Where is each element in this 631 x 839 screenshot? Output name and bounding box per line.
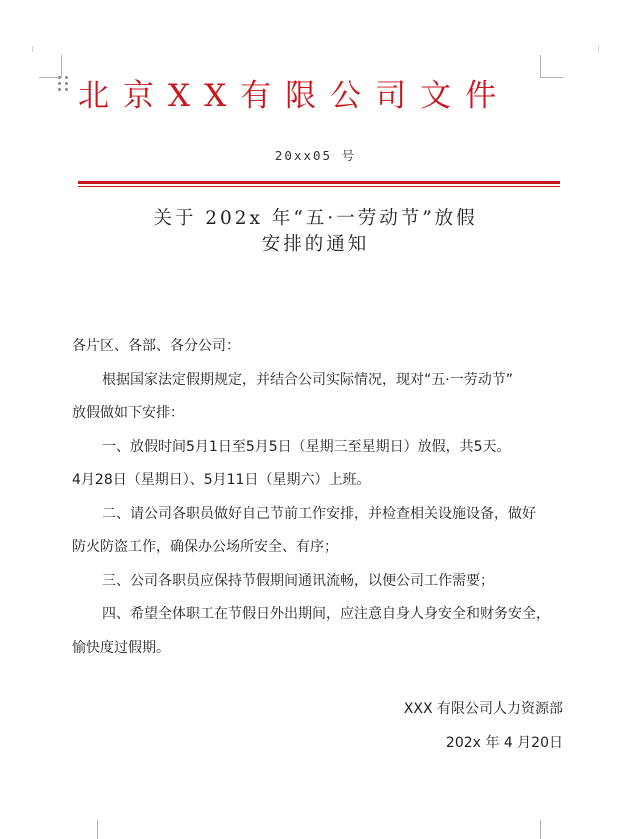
item-1-line-1: 一、放假时间5月1日至5月5日（星期三至星期日）放假，共5天。 <box>102 438 511 455</box>
salutation: 各片区、各部、各分公司： <box>72 338 240 354</box>
item-1-line-2: 4月28日（星期日）、5月11日（星期六）上班。 <box>72 472 371 488</box>
notice-body <box>72 330 572 665</box>
margin-tick-left <box>32 46 33 52</box>
header-divider-thin <box>78 186 560 187</box>
item-2-line-1: 二、请公司各职员做好自己节前工作安排，并检查相关设施设备，做好 <box>102 505 536 522</box>
intro-paragraph-line-1: 根据国家法定假期规定，并结合公司实际情况，现对“五·一劳动节” <box>102 371 513 388</box>
margin-corner-bottom-right <box>540 820 563 839</box>
subject-line-1: 关于 202x 年“五·一劳动节”放假 <box>153 208 478 229</box>
item-4-line-1: 四、希望全体职工在节假日外出期间，应注意自身人身安全和财务安全， <box>102 606 550 622</box>
drag-handle-icon[interactable] <box>58 76 70 92</box>
notice-subject <box>0 206 631 258</box>
item-3-line-1: 三、公司各职员应保持节假期间通讯流畅，以便公司工作需要； <box>102 572 494 589</box>
item-2-line-2: 防火防盗工作，确保办公场所安全、有序； <box>72 539 338 555</box>
subject-line-2: 安排的通知 <box>261 234 370 255</box>
margin-tick-right <box>598 46 599 52</box>
margin-corner-top-left <box>39 55 62 78</box>
document-header-title: 北京XX有限公司文件 <box>78 78 511 114</box>
item-4-line-2: 愉快度过假期。 <box>72 639 170 656</box>
header-divider-thick <box>78 181 560 184</box>
signature-organization: XXX 有限公司人力资源部 <box>403 701 563 717</box>
intro-paragraph-line-2: 放假做如下安排： <box>72 405 184 421</box>
signature-date: 202x 年 4 月20日 <box>445 735 563 751</box>
margin-corner-top-right <box>540 55 563 78</box>
document-number: 20xx05 号 <box>274 148 357 163</box>
margin-corner-bottom-left <box>75 820 98 839</box>
